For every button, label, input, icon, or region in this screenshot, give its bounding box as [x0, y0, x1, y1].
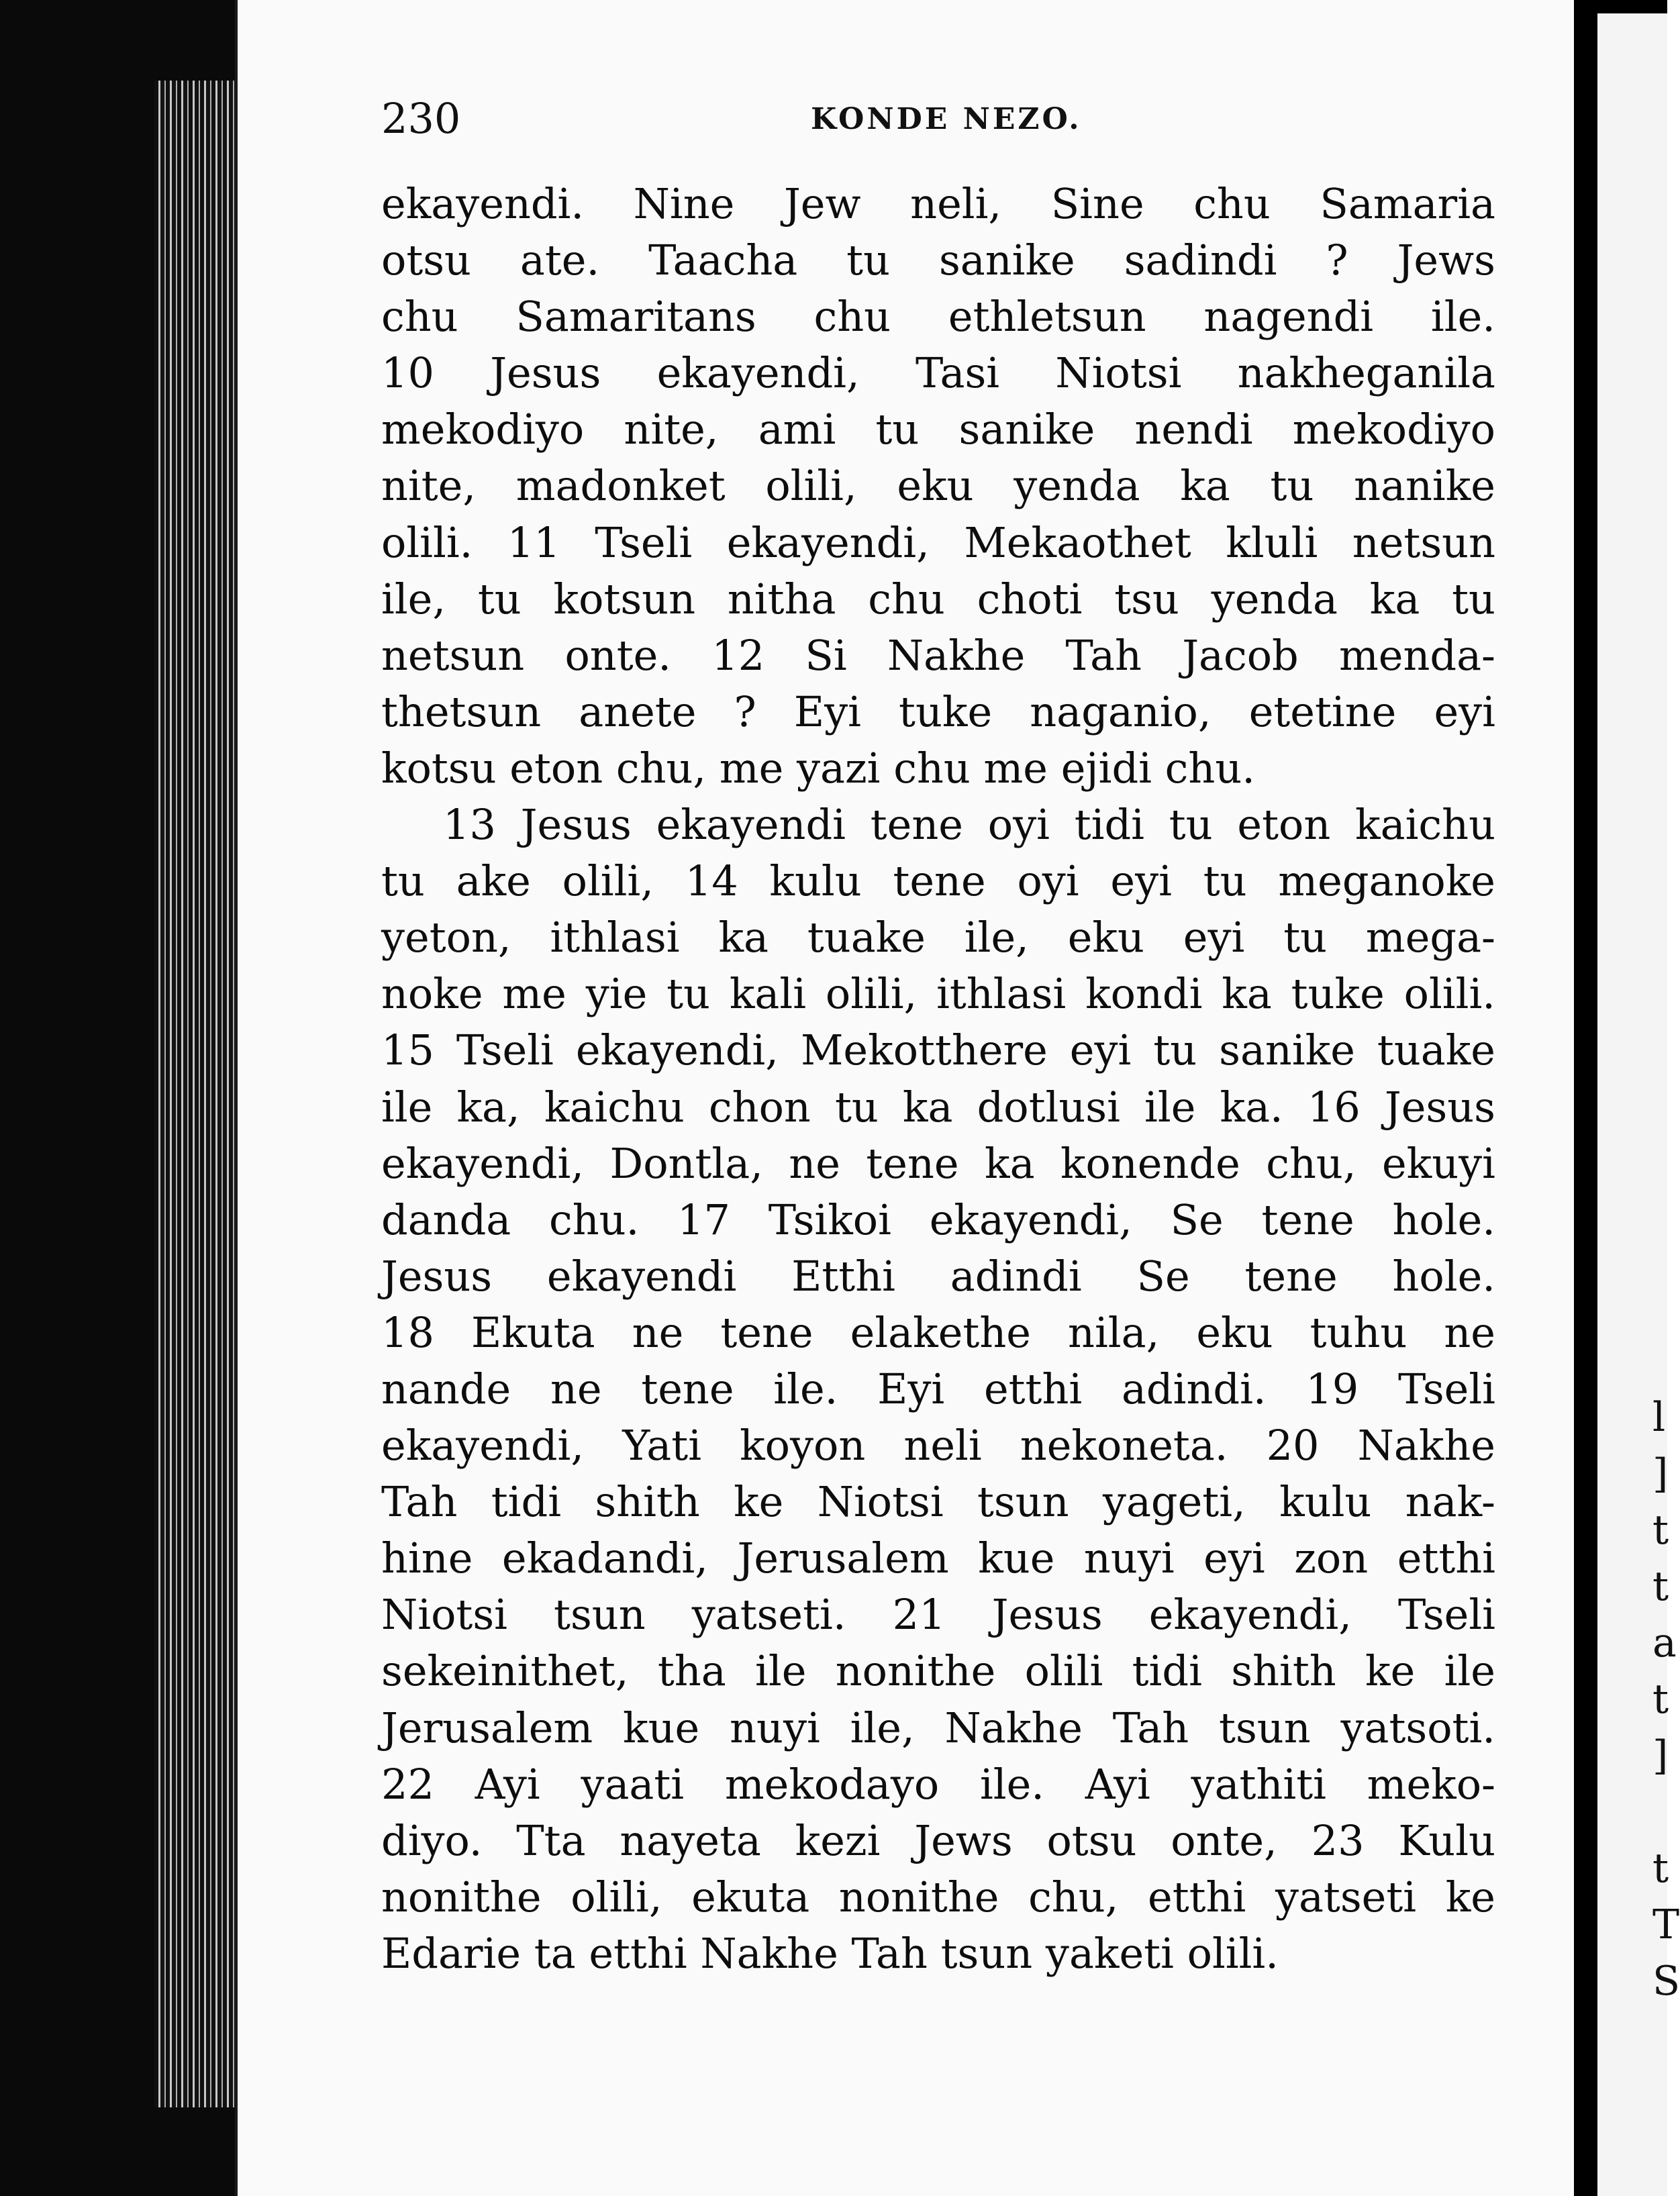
text-line: sekeinithet, tha ile nonithe olili tidi shith ke ile: [381, 1646, 1495, 1696]
text-line: noke me yie tu kali olili, ithlasi kondi ka tuke olili.: [381, 969, 1495, 1019]
text-line: ekayendi, Yati koyon neli nekoneta. 20 Nakhe: [381, 1421, 1495, 1470]
text-line: olili. 11 Tseli ekayendi, Mekaothet kluli netsun: [381, 517, 1495, 567]
text-line: nande ne tene ile. Eyi etthi adindi. 19 Tseli: [381, 1364, 1495, 1413]
body-text: [381, 176, 1495, 1982]
text-line: tu ake olili, 14 kulu tene oyi eyi tu meganoke: [381, 856, 1495, 906]
text-line: ekayendi. Nine Jew neli, Sine chu Samaria: [381, 179, 1495, 228]
text-line: netsun onte. 12 Si Nakhe Tah Jacob menda-: [381, 630, 1495, 680]
text-line: mekodiyo nite, ami tu sanike nendi mekodiyo: [381, 405, 1495, 454]
text-line: nite, madonket olili, eku yenda ka tu nanike: [381, 461, 1495, 511]
text-line: Edarie ta etthi Nakhe Tah tsun yaketi olili.: [381, 1928, 1279, 1978]
text-line: 18 Ekuta ne tene elakethe nila, eku tuhu ne: [381, 1307, 1495, 1357]
text-line: yeton, ithlasi ka tuake ile, eku eyi tu mega-: [381, 913, 1495, 962]
running-title: KONDE NEZO.: [811, 102, 1082, 136]
text-line: kotsu eton chu, me yazi chu me ejidi chu.: [381, 743, 1255, 793]
text-line: hine ekadandi, Jerusalem kue nuyi eyi zon etthi: [381, 1534, 1495, 1583]
page-number: 230: [381, 94, 461, 143]
text-line: 13 Jesus ekayendi tene oyi tidi tu eton kaichu: [443, 800, 1495, 850]
text-line: otsu ate. Taacha tu sanike sadindi ? Jews: [381, 236, 1495, 285]
text-line: ile ka, kaichu chon tu ka dotlusi ile ka. 16 Jesus: [381, 1082, 1495, 1132]
text-line: ile, tu kotsun nitha chu choti tsu yenda ka tu: [381, 574, 1495, 623]
page-edges: [154, 81, 235, 2107]
text-line: danda chu. 17 Tsikoi ekayendi, Se tene hole.: [381, 1195, 1495, 1244]
neighbor-page-letters: l ] t t a t ] t T S: [1652, 1394, 1680, 2005]
text-line: Niotsi tsun yatseti. 21 Jesus ekayendi, Tseli: [381, 1590, 1495, 1640]
text-line: Jesus ekayendi Etthi adindi Se tene hole.: [381, 1251, 1495, 1301]
text-line: 10 Jesus ekayendi, Tasi Niotsi nakheganila: [381, 348, 1495, 398]
text-line: Jerusalem kue nuyi ile, Nakhe Tah tsun yatsoti.: [381, 1703, 1495, 1752]
text-line: Tah tidi shith ke Niotsi tsun yageti, kulu nak-: [381, 1477, 1495, 1527]
text-line: chu Samaritans chu ethletsun nagendi ile.: [381, 292, 1495, 342]
text-line: thetsun anete ? Eyi tuke naganio, etetine eyi: [381, 687, 1495, 736]
text-line: 22 Ayi yaati mekodayo ile. Ayi yathiti meko-: [381, 1759, 1495, 1809]
text-line: nonithe olili, ekuta nonithe chu, etthi yatseti ke: [381, 1872, 1495, 1922]
text-line: diyo. Tta nayeta kezi Jews otsu onte, 23 Kulu: [381, 1815, 1495, 1865]
running-head: [381, 94, 1495, 148]
text-line: ekayendi, Dontla, ne tene ka konende chu, ekuyi: [381, 1138, 1495, 1188]
text-line: 15 Tseli ekayendi, Mekotthere eyi tu sanike tuake: [381, 1026, 1495, 1075]
